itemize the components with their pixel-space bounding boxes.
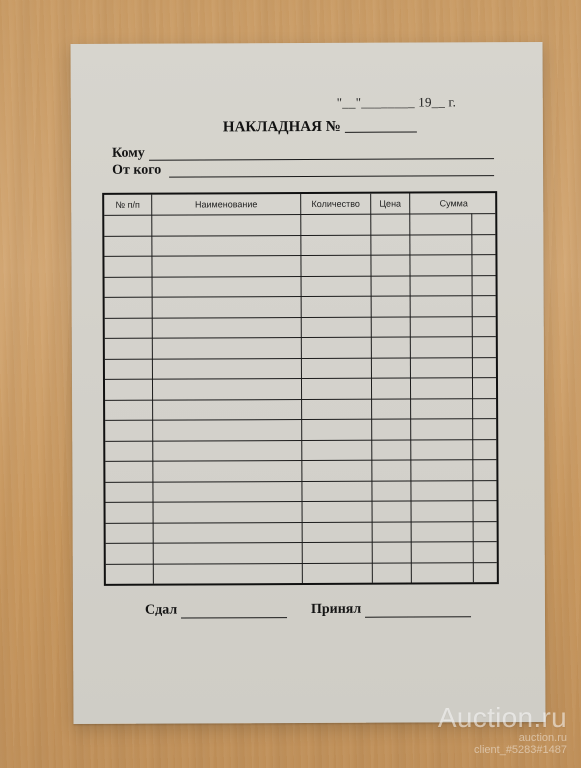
watermark-subtext [474,732,567,756]
date-line: "__"________ 19__ г. [336,94,457,110]
from-label: От кого [112,162,162,178]
sign-received-label: Принял [310,601,362,617]
to-label: Кому [111,145,145,161]
to-line [149,158,494,161]
column-header-quantity: Количество [311,198,360,209]
sign-gave-line [181,617,287,618]
column-divider [151,195,154,584]
column-header-sum: Сумма [439,198,468,209]
column-divider [370,194,373,583]
column-divider [300,194,303,583]
invoice-title-text: НАКЛАДНАЯ № [222,118,341,136]
sign-gave-label: Сдал [144,602,178,618]
watermark-subtext-line-1: auction.ru [518,732,567,744]
invoice-form-paper [71,42,546,724]
column-divider [409,194,412,583]
watermark-brand: Auction.ru [437,702,567,733]
watermark-subtext-line-2: client_#5283#1487 [474,744,567,756]
invoice-table [102,191,499,586]
from-line [169,175,494,177]
invoice-number-line [345,132,417,133]
column-header-name: Наименование [194,199,258,210]
sign-received-line [365,616,471,617]
column-header-number: № п/п [115,199,140,210]
invoice-title [223,119,417,137]
column-header-price: Цена [379,198,402,209]
